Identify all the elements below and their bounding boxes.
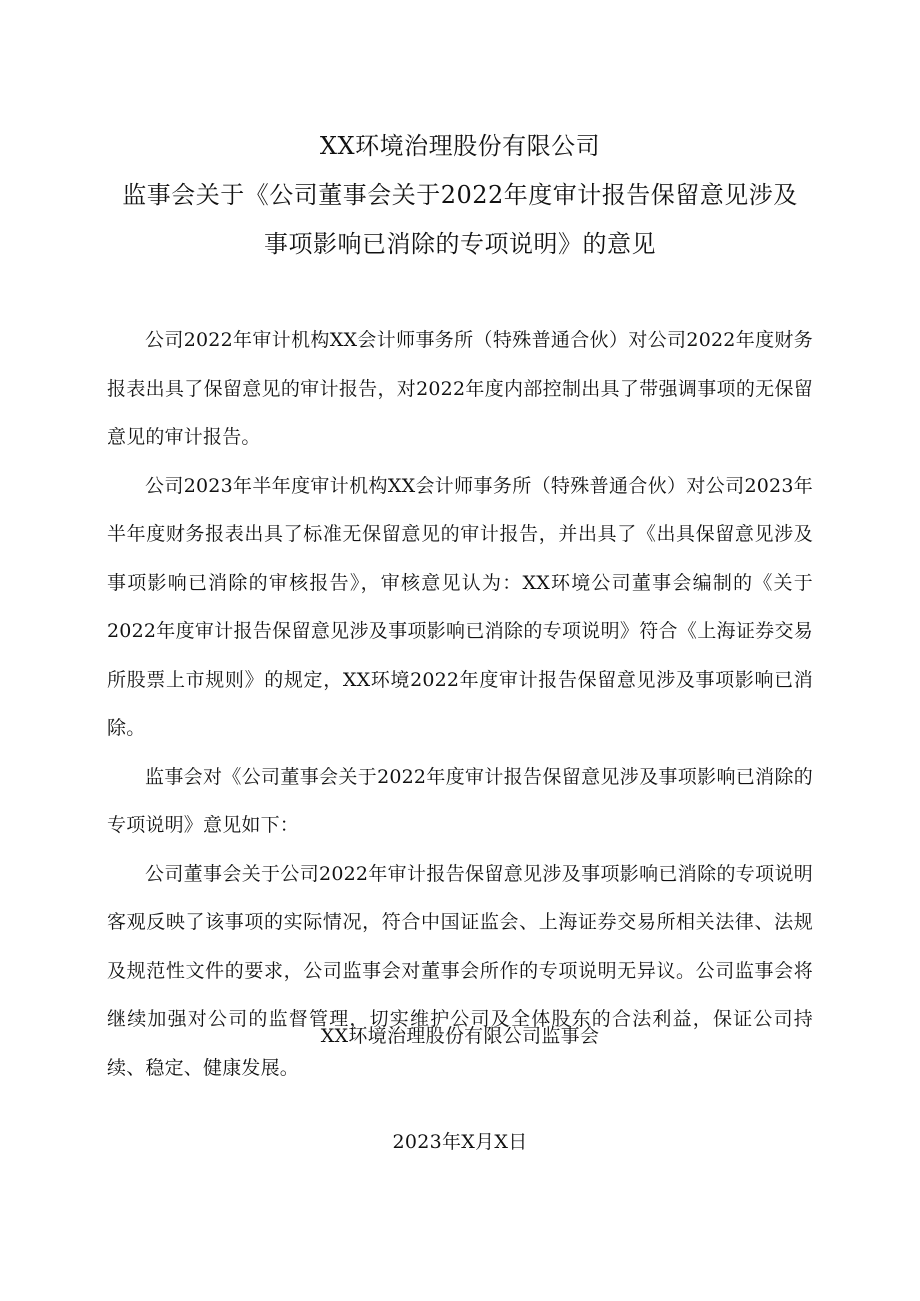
title-company-name: XX环境治理股份有限公司 bbox=[319, 132, 601, 160]
document-body bbox=[107, 316, 813, 1092]
paragraph-audit-2023-half-year: 公司2023年半年度审计机构XX会计师事务所（特殊普通合伙）对公司2023年半年度财务报表出具了标准无保留意见的审计报告，并出具了《出具保留意见涉及事项影响已消除的审核报告》，审核意见认为：XX环境公司董事会编制的《关于2022年度审计报告保留意见涉及事项影响已消除的专项说明》符合《上海证券交易所股票上市规则》的规定，XX环境2022年度审计报告保留意见涉及事项影响已消除。 bbox=[107, 474, 813, 739]
signature-date: 2023年X月X日 bbox=[392, 1131, 528, 1153]
paragraph-supervisory-intro: 监事会对《公司董事会关于2022年度审计报告保留意见涉及事项影响已消除的专项说明》意见如下： bbox=[107, 765, 813, 836]
paragraph-supervisory-opinion: 公司董事会关于公司2022年审计报告保留意见涉及事项影响已消除的专项说明客观反映了该事项的实际情况，符合中国证监会、上海证券交易所相关法律、法规及规范性文件的要求，公司监事会对董事会所作的专项说明无异议。公司监事会将继续加强对公司的监督管理，切实维护公司及全体股东的合法利益，保证公司持续、稳定、健康发展。 bbox=[107, 862, 813, 1079]
title-subject-line-2: 事项影响已消除的专项说明》的意见 bbox=[264, 230, 656, 258]
signature-organization: XX环境治理股份有限公司监事会 bbox=[320, 1025, 600, 1047]
paragraph-audit-2022: 公司2022年审计机构XX会计师事务所（特殊普通合伙）对公司2022年度财务报表出具了保留意见的审计报告，对2022年度内部控制出具了带强调事项的无保留意见的审计报告。 bbox=[107, 329, 813, 448]
title-subject-line-1: 监事会关于《公司董事会关于2022年度审计报告保留意见涉及 bbox=[122, 181, 798, 209]
document-title bbox=[60, 122, 860, 269]
